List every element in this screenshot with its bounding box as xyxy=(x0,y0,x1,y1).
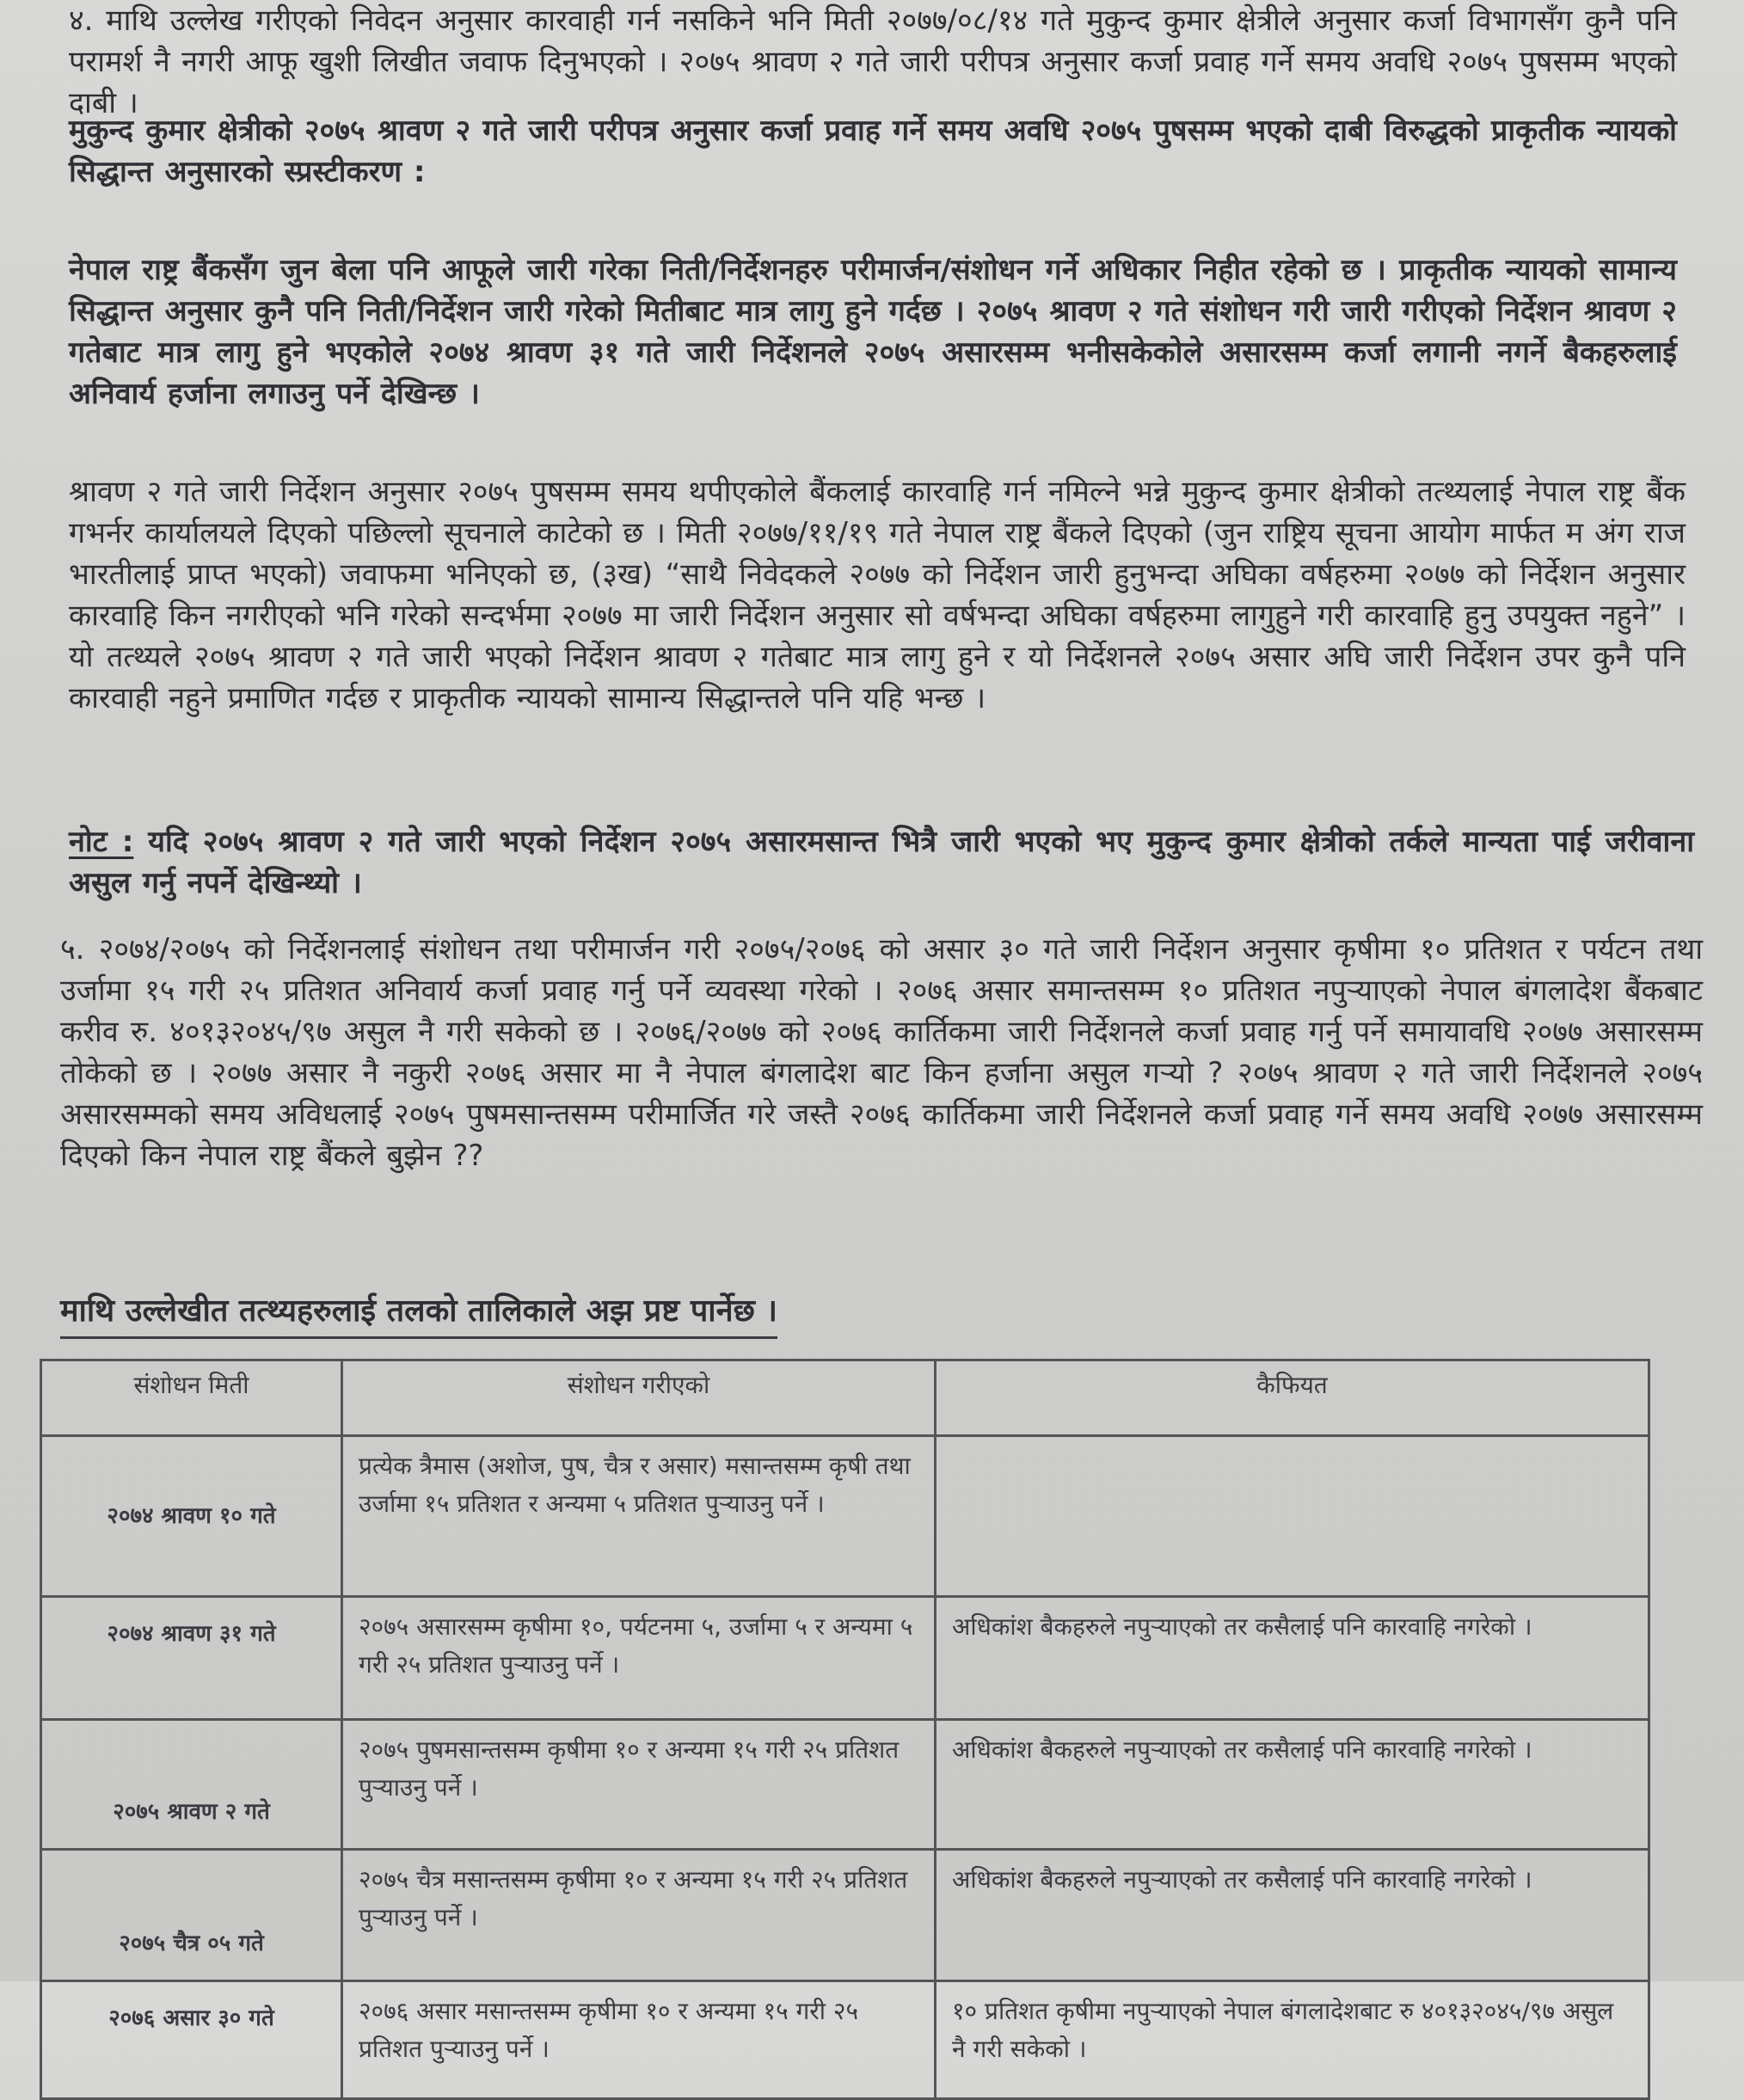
row-remark: १० प्रतिशत कृषीमा नपुऱ्याएको नेपाल बंगलादेशबाट रु ४०१३२०४५/९७ असुल नै गरी सकेको । xyxy=(936,1981,1649,2099)
column-header-change: संशोधन गरीएको xyxy=(342,1360,936,1436)
amendment-table xyxy=(40,1359,1650,2100)
table-row xyxy=(41,1850,1649,1981)
paragraph-note xyxy=(69,821,1694,904)
paragraph-4-claim: ४. माथि उल्लेख गरीएको निवेदन अनुसार कारवाही गर्न नसकिने भनि मिती २०७७/०८/१४ गते मुकुन्द कुमार क्षेत्रीले अनुसार कर्जा विभागसँग कुनै पनि परामर्श नै नगरी आफू खुशी लिखीत जवाफ दिनुभएको । २०७५ श्रावण २ गते जारी परीपत्र अनुसार कर्जा प्रवाह गर्ने समय अवधि २०७५ पुषसम्म भएको दाबी । xyxy=(69,3,1677,120)
row-change: २०७५ असारसम्म कृषीमा १०, पर्यटनमा ५, उर्जामा ५ र अन्यमा ५ गरी २५ प्रतिशत पुऱ्याउनु पर्ने । xyxy=(342,1597,936,1720)
row-remark: अधिकांश बैकहरुले नपुऱ्याएको तर कसैलाई पनि कारवाहि नगरेको । xyxy=(936,1850,1649,1981)
row-remark: अधिकांश बैकहरुले नपुऱ्याएको तर कसैलाई पनि कारवाहि नगरेको । xyxy=(936,1720,1649,1850)
table-intro-heading: माथि उल्लेखीत तत्थ्यहरुलाई तलको तालिकाले अझ प्रष्ट पार्नेछ । xyxy=(60,1290,777,1339)
row-change: २०७५ चैत्र मसान्तसम्म कृषीमा १० र अन्यमा १५ गरी २५ प्रतिशत पुऱ्याउनु पर्ने । xyxy=(342,1850,936,1981)
paragraph-clarification-heading: मुकुन्द कुमार क्षेत्रीको २०७५ श्रावण २ गते जारी परीपत्र अनुसार कर्जा प्रवाह गर्ने समय अवधि २०७५ पुषसम्म भएको दाबी विरुद्धको प्राकृतीक न्यायको सिद्धान्त अनुसारको स्प्रस्टीकरण : xyxy=(69,114,1677,189)
column-header-remark: कैफियत xyxy=(936,1360,1649,1436)
table-header-row xyxy=(41,1360,1649,1436)
row-remark: अधिकांश बैकहरुले नपुऱ्याएको तर कसैलाई पनि कारवाहि नगरेको । xyxy=(936,1597,1649,1720)
row-date: २०७५ चैत्र ०५ गते xyxy=(41,1850,342,1981)
paragraph-shrawan-directive: श्रावण २ गते जारी निर्देशन अनुसार २०७५ पुषसम्म समय थपीएकोले बैंकलाई कारवाहि गर्न नमिल्ने भन्ने मुकुन्द कुमार क्षेत्रीको तत्थ्यलाई नेपाल राष्ट्र बैंक गभर्नर कार्यालयले दिएको पछिल्लो सूचनाले काटेको छ । मिती २०७७/११/१९ गते नेपाल राष्ट्र बैंकले दिएको (जुन राष्ट्रिय सूचना आयोग मार्फत म अंग राज भारतीलाई प्राप्त भएको) जवाफमा भनिएको छ, (३ख) “साथै निवेदकले २०७७ को निर्देशन जारी हुनुभन्दा अघिका वर्षहरुमा २०७७ को निर्देशन अनुसार कारवाहि किन नगरीएको भनि गरेको सन्दर्भमा २०७७ मा जारी निर्देशन अनुसार सो वर्षभन्दा अघिका वर्षहरुमा लागुहुने गरी कारवाहि हुनु उपयुक्त नहुने” । यो तत्थ्यले २०७५ श्रावण २ गते जारी भएको निर्देशन श्रावण २ गतेबाट मात्र लागु हुने र यो निर्देशनले २०७५ असार अघि जारी निर्देशन उपर कुनै पनि कारवाही नहुने प्रमाणित गर्दछ र प्राकृतीक न्यायको सामान्य सिद्धान्तले पनि यहि भन्छ । xyxy=(69,475,1686,715)
row-change: २०७५ पुषमसान्तसम्म कृषीमा १० र अन्यमा १५ गरी २५ प्रतिशत पुऱ्याउनु पर्ने । xyxy=(342,1720,936,1850)
row-date: २०७४ श्रावण ३१ गते xyxy=(41,1597,342,1720)
table-row xyxy=(41,1436,1649,1597)
column-header-date: संशोधन मिती xyxy=(41,1360,342,1436)
table-row xyxy=(41,1597,1649,1720)
paragraph-nrb-authority: नेपाल राष्ट्र बैंकसँग जुन बेला पनि आफूले जारी गरेका निती/निर्देशनहरु परीमार्जन/संशोधन गर्ने अधिकार निहीत रहेको छ । प्राकृतीक न्यायको सामान्य सिद्धान्त अनुसार कुनै पनि निती/निर्देशन जारी गरेको मितीबाट मात्र लागु हुने गर्दछ । २०७५ श्रावण २ गते संशोधन गरी जारी गरीएको निर्देशन श्रावण २ गतेबाट मात्र लागु हुने भएकोले २०७४ श्रावण ३१ गते जारी निर्देशनले २०७५ असारसम्म भनीसकेकोले असारसम्म कर्जा लगानी नगर्ने बैकहरुलाई अनिवार्य हर्जाना लगाउनु पर्ने देखिन्छ । xyxy=(69,253,1677,411)
row-date: २०७५ श्रावण २ गते xyxy=(41,1720,342,1850)
paragraph-5-amendment: ५. २०७४/२०७५ को निर्देशनलाई संशोधन तथा परीमार्जन गरी २०७५/२०७६ को असार ३० गते जारी निर्देशन अनुसार कृषीमा १० प्रतिशत र पर्यटन तथा उर्जामा १५ गरी २५ प्रतिशत अनिवार्य कर्जा प्रवाह गर्नु पर्ने व्यवस्था गरेको । २०७६ असार समान्तसम्म १० प्रतिशत नपुऱ्याएको नेपाल बंगलादेश बैंकबाट करीव रु. ४०१३२०४५/९७ असुल नै गरी सकेको छ । २०७६/२०७७ को २०७६ कार्तिकमा जारी निर्देशनले कर्जा प्रवाह गर्नु पर्ने समायावधि २०७७ असारसम्म तोकेको छ । २०७७ असार नै नकुरी २०७६ असार मा नै नेपाल बंगलादेश बाट किन हर्जाना असुल गऱ्यो ? २०७५ श्रावण २ गते जारी निर्देशनले २०७५ असारसम्मको समय अविधलाई २०७५ पुषमसान्तसम्म परीमार्जित गरे जस्तै २०७६ कार्तिकमा जारी निर्देशनले कर्जा प्रवाह गर्ने समय अवधि २०७७ असारसम्म दिएको किन नेपाल राष्ट्र बैंकले बुझेन ?? xyxy=(60,932,1703,1173)
row-remark xyxy=(936,1436,1649,1597)
table-row xyxy=(41,1981,1649,2099)
table-row xyxy=(41,1720,1649,1850)
row-date: २०७४ श्रावण १० गते xyxy=(41,1436,342,1597)
row-change: २०७६ असार मसान्तसम्म कृषीमा १० र अन्यमा १५ गरी २५ प्रतिशत पुऱ्याउनु पर्ने । xyxy=(342,1981,936,2099)
row-change: प्रत्येक त्रैमास (अशोज, पुष, चैत्र र असार) मसान्तसम्म कृषी तथा उर्जामा १५ प्रतिशत र अन्यमा ५ प्रतिशत पुऱ्याउनु पर्ने । xyxy=(342,1436,936,1597)
note-text: यदि २०७५ श्रावण २ गते जारी भएको निर्देशन २०७५ असारमसान्त भित्रै जारी भएको भए मुकुन्द कुमार क्षेत्रीको तर्कले मान्यता पाई जरीवाना असुल गर्नु नपर्ने देखिन्थ्यो । xyxy=(69,825,1695,900)
row-date: २०७६ असार ३० गते xyxy=(41,1981,342,2099)
note-label: नोट : xyxy=(69,825,134,859)
